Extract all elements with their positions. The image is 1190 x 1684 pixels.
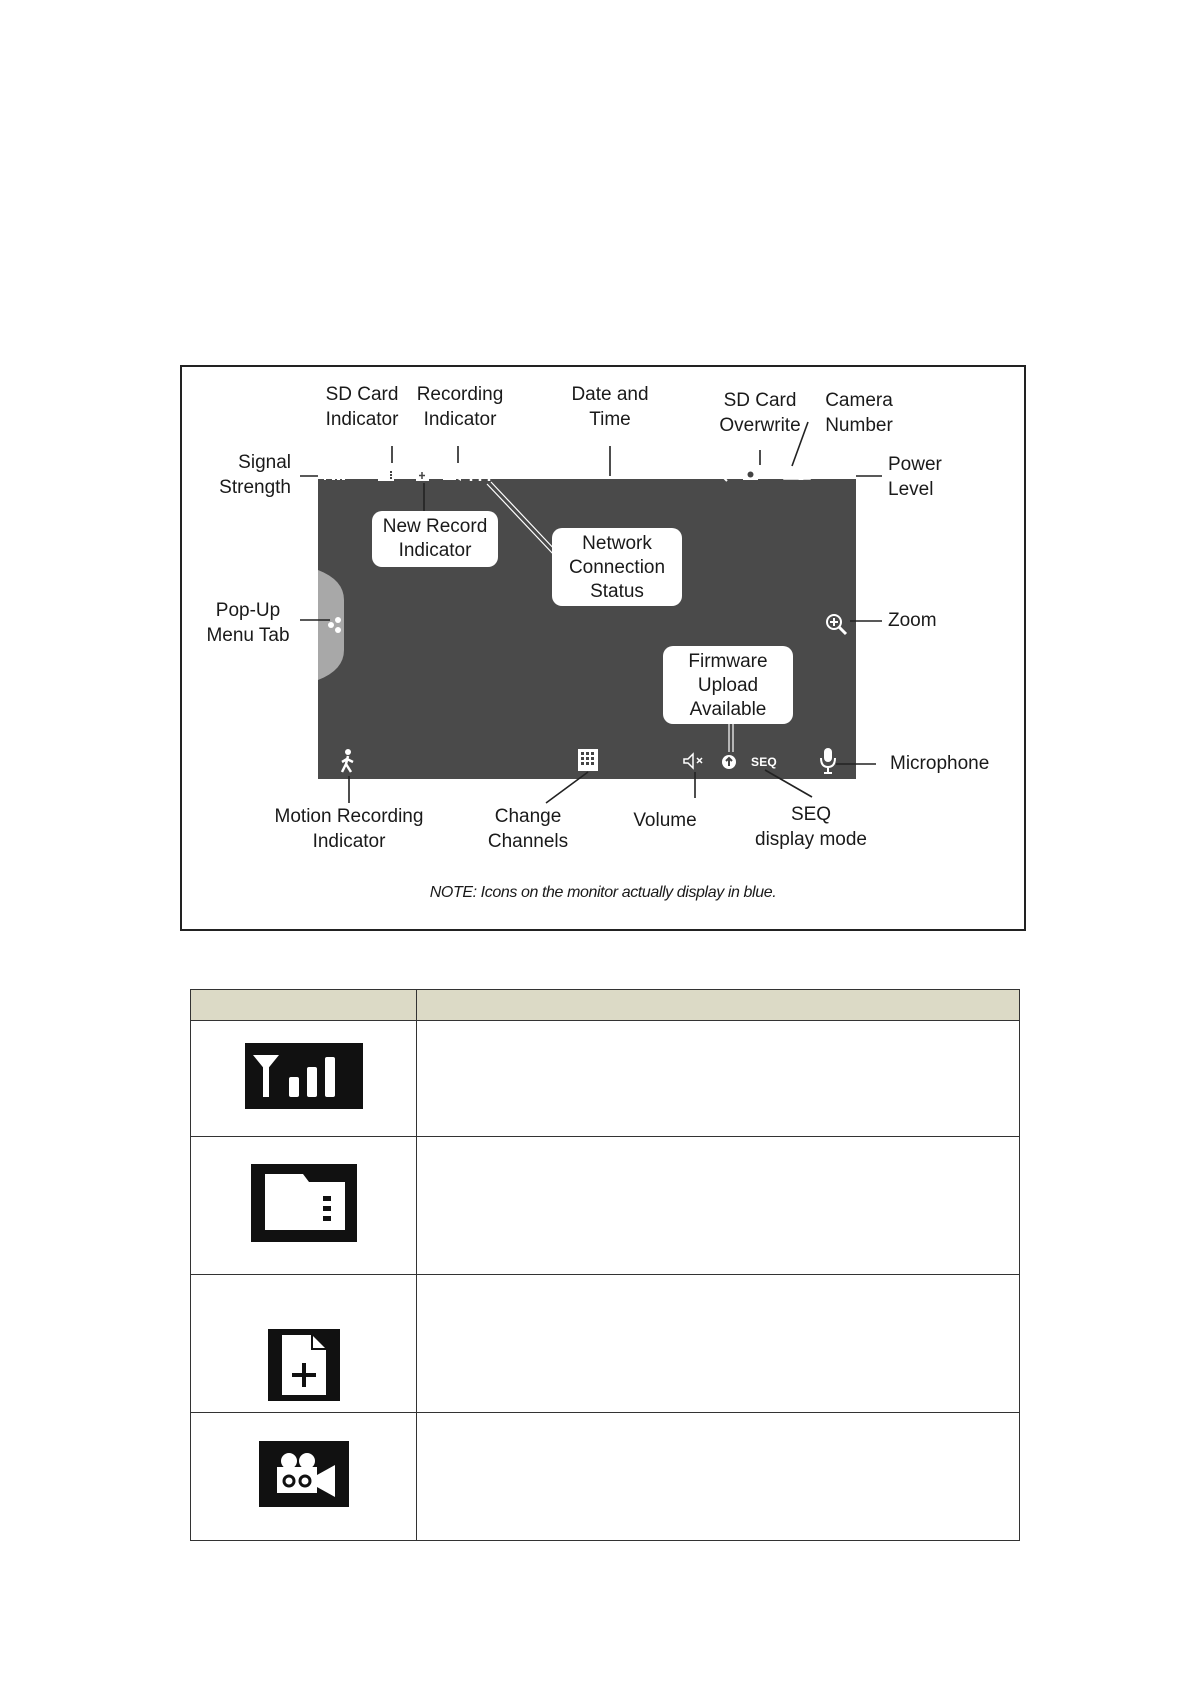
table-description-cell (417, 1413, 1020, 1541)
screen-date: 08/09/2014 (524, 466, 592, 481)
label-popup-menu-tab (198, 598, 298, 648)
table-description-cell (417, 1021, 1020, 1137)
label-new-record-1: New Record (382, 516, 488, 537)
label-power-1: Power (888, 454, 942, 475)
label-firmware-2: Upload (697, 675, 759, 696)
label-network-3: Status (590, 581, 644, 602)
label-firmware-1: Firmware (688, 651, 768, 672)
zoom-icon (824, 612, 850, 638)
camera-icon (743, 466, 758, 480)
label-change-channels (478, 804, 578, 854)
firmware-upload-icon (720, 752, 738, 772)
label-motion-1: Motion Recording (274, 806, 424, 827)
label-microphone: Microphone (890, 753, 990, 774)
overwrite-icon (722, 465, 734, 481)
new-record-icon (416, 465, 429, 481)
label-new-record-2: Indicator (398, 540, 472, 561)
table-header-icon (191, 990, 417, 1021)
label-seq-1: SEQ (790, 804, 832, 825)
label-network-1: Network (582, 533, 652, 554)
label-recording-1: Recording (416, 384, 504, 405)
table-row (191, 1137, 1020, 1275)
label-signal-2: Strength (219, 477, 291, 498)
icon-table (190, 989, 1020, 1541)
label-date-and-time (560, 382, 660, 432)
table-icon-cell (191, 1413, 417, 1541)
recording-camera-icon (443, 466, 461, 481)
label-seq-display-mode (746, 802, 876, 852)
label-network-2: Connection (568, 557, 666, 578)
label-firmware-3: Available (689, 699, 767, 720)
table-icon-cell (191, 1137, 417, 1275)
screen-camera-number: 1 (798, 472, 804, 483)
label-motion-2: Indicator (312, 831, 386, 852)
label-camera-number (814, 388, 904, 438)
label-channels-2: Channels (487, 831, 569, 852)
microphone-icon (818, 746, 838, 776)
label-channels-1: Change (494, 806, 562, 827)
label-sd-card-2: Indicator (325, 409, 399, 430)
recording-camera-icon (259, 1441, 349, 1507)
label-date-1: Date and (571, 384, 649, 405)
table-row (191, 1275, 1020, 1413)
volume-mute-icon (682, 752, 708, 770)
label-camera-2: Number (825, 415, 893, 436)
label-popup-2: Menu Tab (206, 625, 290, 646)
popup-menu-tab (318, 570, 346, 680)
label-popup-1: Pop-Up (215, 600, 281, 621)
label-sd-card-overwrite (710, 388, 810, 438)
table-row (191, 1021, 1020, 1137)
label-date-2: Time (589, 409, 631, 430)
label-power-level (888, 452, 978, 502)
label-power-2: Level (888, 479, 934, 500)
table-header-row (191, 990, 1020, 1021)
change-channels-icon (577, 748, 599, 772)
sd-card-icon (251, 1164, 357, 1242)
callout-network (552, 528, 682, 606)
label-overwrite-1: SD Card (723, 390, 797, 411)
label-camera-1: Camera (825, 390, 893, 411)
table-icon-cell (191, 1021, 417, 1137)
label-signal-strength (205, 450, 291, 500)
callout-new-record (372, 511, 498, 567)
label-overwrite-2: Overwrite (719, 415, 801, 436)
label-volume: Volume (633, 810, 697, 831)
label-zoom: Zoom (888, 610, 937, 631)
table-description-cell (417, 1137, 1020, 1275)
label-sd-card-indicator (312, 382, 412, 432)
signal-strength-icon (320, 465, 345, 480)
label-recording-indicator (410, 382, 510, 432)
label-signal-1: Signal (238, 452, 291, 473)
label-recording-2: Indicator (423, 409, 497, 430)
callout-firmware (663, 646, 793, 724)
table-description-cell (417, 1275, 1020, 1413)
motion-recording-icon (338, 748, 358, 776)
screen-seq: SEQ (751, 755, 777, 769)
table-row (191, 1413, 1020, 1541)
signal-strength-icon (245, 1043, 363, 1109)
label-sd-card-1: SD Card (325, 384, 399, 405)
network-icon (471, 467, 489, 481)
table-header-description (417, 990, 1020, 1021)
table-icon-cell (191, 1275, 417, 1413)
sd-card-icon (378, 466, 394, 481)
figure-note: NOTE: Icons on the monitor actually display in blue. (429, 884, 777, 901)
screen-time: 08:30:00 AM (608, 466, 686, 481)
new-record-icon (268, 1329, 340, 1401)
label-motion-recording (264, 804, 434, 854)
label-seq-2: display mode (755, 829, 867, 850)
